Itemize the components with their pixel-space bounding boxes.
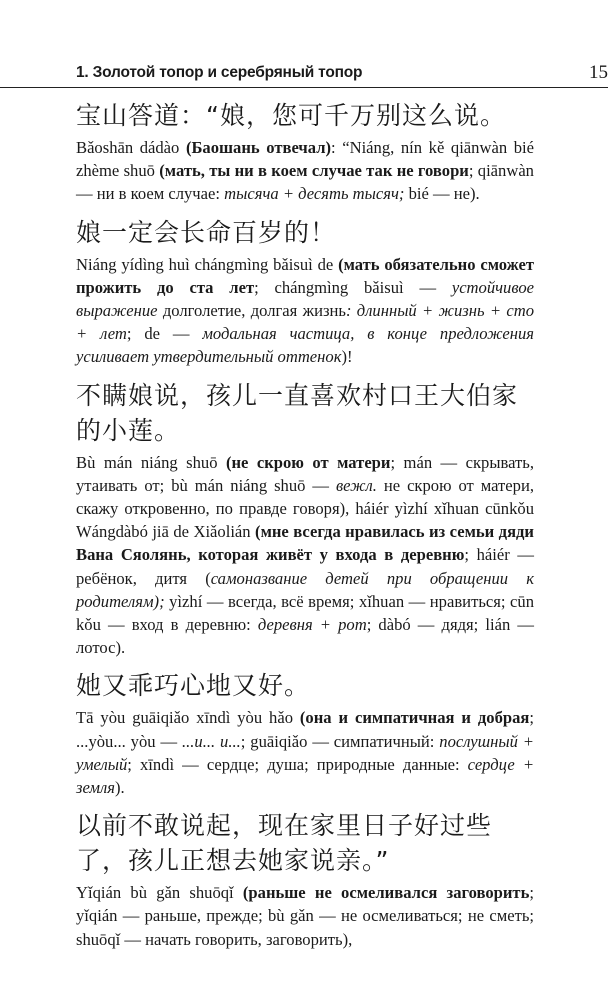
gloss-text: ; háiér — ребёнок, дитя ( [76,545,534,588]
page-number: 15 [589,62,608,83]
gloss-text: )! [341,347,353,367]
gloss-text: Niáng yídìng huì chángmìng bǎisuì de [76,254,339,274]
chinese-sentence: 以前不敢说起，现在家里日子好过些了，孩儿正想去她家说亲。” [76,811,493,876]
gloss-paragraph [76,136,534,206]
gloss-paragraph [76,706,534,799]
italic-note: : длинный + жизнь + сто + лет [76,301,534,344]
gloss-text: не скрою от матери, скажу откровенно, по правде говоря), háiér yìzhí xǐhuan cūnkǒu Wángdàbó jiā de Xiǎolián [76,475,534,542]
italic-note: тысяча + десять тысяч; [224,184,405,204]
gloss-text: ; qiānwàn — ни в коем случае: [76,161,534,204]
gloss-text: Tā yòu guāiqiǎo xīndì yòu hǎo [76,708,300,728]
gloss-text: ; mán — скрывать, утаивать от; bù mán niáng shuō — [76,452,534,495]
gloss-text: Yǐqián bù gǎn shuōqǐ [76,883,243,903]
chinese-sentence: 娘一定会长命百岁的！ [76,217,337,247]
gloss-text: ; chángmìng bǎisuì — [254,277,452,297]
gloss-text: Bǎoshān dádào [76,138,186,157]
italic-note: ...и... и... [181,731,241,751]
bold-translation: (она и симпатичная и добрая [299,708,530,728]
gloss-text: ). [114,778,125,798]
gloss-text: ; de — [126,324,203,344]
header-rule [0,87,608,88]
bold-translation: (Баошань отвечал) [185,138,332,157]
gloss-text: Bù mán niáng shuō [76,452,226,472]
italic-note: сердце + земля [76,754,535,798]
bold-translation: (мне всегда нравилась из семьи дяди Вана Сяолянь, которая живёт у входа в деревню [76,522,534,565]
page-content [76,98,534,960]
gloss-text: ; ...yòu... yòu — [76,708,534,751]
italic-note: устойчивое выражение [76,277,534,321]
italic-note: послушный + умелый [76,731,534,774]
gloss-text: : “Niáng, nín kě qiānwàn bié zhème shuō [76,138,534,181]
gloss-paragraph [76,253,534,369]
gloss-text: ; xīndì — сердце; душа; природные данные: [127,754,468,774]
bold-translation: (мать, ты ни в коем случае так не говори [159,161,469,181]
gloss-text: ; guāiqiǎo — симпатичный: [240,731,440,751]
running-head: 1. Золотой топор и серебряный топор [76,64,363,81]
italic-note: деревня + рот [257,615,367,635]
gloss-text: долголетие, долгая жизнь [157,301,346,321]
italic-note: модальная частица, в конце предложения усиливает утвердительный оттенок [76,324,534,367]
gloss-paragraph [76,451,534,660]
chinese-sentence: 她又乖巧心地又好。 [76,671,311,701]
bold-translation: (не скрою от матери [225,452,391,472]
italic-note: вежл. [335,475,377,495]
italic-note: самоназвание детей при обращении к родителям); [76,568,534,611]
chinese-sentence: 宝山答道：“娘，您可千万别这么说。 [76,101,506,130]
gloss-text: bié — не). [404,184,480,204]
bold-translation: (раньше не осмеливался заговорить [242,883,530,903]
gloss-text: ; dàbó — дядя; lián — лотос). [76,615,534,658]
gloss-text: ; yǐqián — раньше, прежде; bù gǎn — не осмеливаться; не сметь; shuōqǐ — начать говорить, заговорить), [76,883,534,949]
gloss-paragraph [76,881,534,951]
chinese-sentence: 不瞒娘说，孩儿一直喜欢村口王大伯家的小莲。 [76,380,519,445]
gloss-text: yìzhí — всегда, всё время; xǐhuan — нравиться; cūn kǒu — вход в деревню: [76,591,534,635]
bold-translation: (мать обязательно сможет прожить до ста лет [76,254,535,297]
